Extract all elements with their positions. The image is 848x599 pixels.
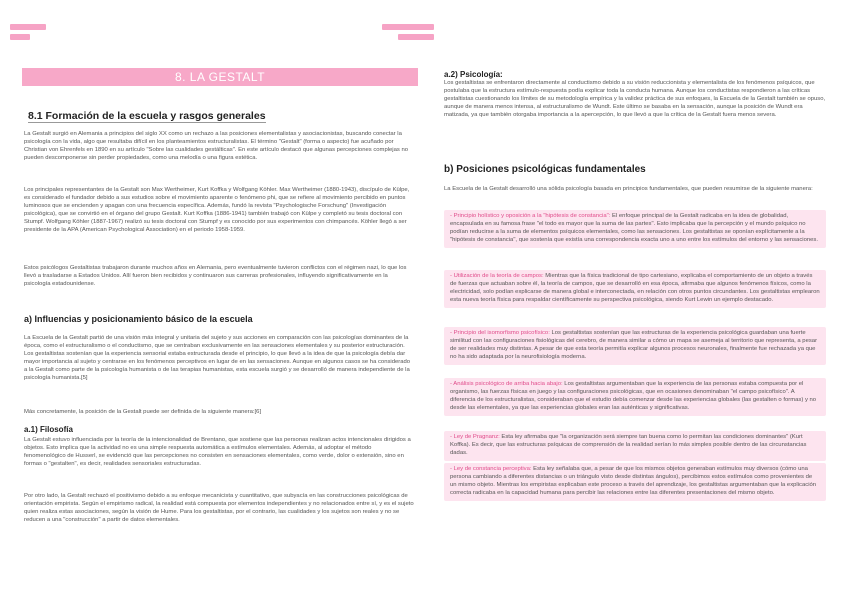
paragraph: La Gestalt estuvo influenciada por la teoría de la intencionalidad de Brentano, que sostiene que las personas realizan actos intencionales dirigidos a objetos. Esto implica que la actividad no es una simple respuesta automática a estímulos elementales. Además, al adoptar el método fenomenológico de Husserl, se evidenció que las percepciones no consisten en sensaciones elementales, como verde, dolor o extensión, sino en formas o "gestalten", es decir, realidades sensoriales estructuradas. (24, 437, 411, 467)
decorative-stripe (10, 34, 30, 40)
chapter-banner: 8. LA GESTALT (22, 68, 418, 86)
principle-key: - Análisis psicológico de arriba hacia abajo: (450, 381, 563, 387)
paragraph: La Escuela de la Gestalt desarrolló una sólida psicología basada en principios fundamentales, que pueden resumirse de la siguiente manera: (444, 186, 813, 192)
section-title (28, 110, 266, 122)
paragraph: Los principales representantes de la Gestalt son Max Wertheimer, Kurt Koffka y Wolfgang Köhler. Max Wertheimer (1880-1943), discípulo de Külpe, es considerado el fundador debido a sus estudios sobre el movimiento aparente o fenómeno phi, que se refiere al movimiento percibido en puntos luminosos que se encienden y apagan con una frecuencia específica. Además, fundó la revista "Psychologische Forschung" (Investigación psicológica), que se convirtió en el órgano del grupo Gestalt. Kurt Koffka (1886-1941) también trabajó con Külpe y completó su tesis doctoral con Stumpf. Wolfgang Köhler (1887-1967) realizó su tesis doctoral con Stumpf y es conocido por sus experimentos con chimpancés. Köhler llegó a ser presidente de la APA (American Psychological Association) en el periodo 1958-1959. (24, 187, 410, 233)
principle-text: Los gestaltistas argumentaban que la experiencia de las personas estaba compuesta por el organismo, las fuerzas físicas en juego y las configuraciones psicológicas, que en ocasiones denominaban "el campo psicofísico". A diferencia de los estructuralistas, consideraban que el estudio debía comenzar desde las experiencias globales (las gestalten o formas) y no desde las elementales, ya que las experiencias globales eran las auténticas y significativas. (450, 381, 817, 411)
principle-box (444, 463, 826, 501)
principle-key: - Principio del isomorfismo psicofísico: (450, 330, 550, 336)
paragraph: La Escuela de la Gestalt partió de una visión más integral y unitaria del sujeto y sus acciones en comparación con las psicologías dominantes de la época, como el estructuralismo o el conductismo, que se centraban exclusivamente en las sensaciones elementales y su posterior estructuración. Los gestaltistas sostenían que la experiencia sensorial estaba estructurada desde el principio, lo que llevó a la idea de que la psicología debía dar mayor importancia al sujeto y centrarse en los fenómenos perceptivos en lugar de en las sensaciones. Aunque en algunos casos se ha considerado a la Gestalt como parte de la psicología humanista o de las terapias humanistas, esta escuela surgió y se desarrolló de manera independiente de la psicología humanista.[5] (24, 335, 411, 381)
decorative-stripe (382, 24, 434, 30)
principle-text: Mientras que la física tradicional de tipo cartesiano, explicaba el comportamiento de un objeto a través de fuerzas que actuaban sobre él, la teoría de campos, que se desarrolló en esa época, afirmaba que algunos fenómenos físicos, como la electricidad, solo podían explicarse de manera global e interconectada, en relación con otros puntos circundantes. Los gestaltistas emplearon esta nueva teoría física para respaldar científicamente su perspectiva psicológica, siendo Kurt Lewin un ejemplo destacado. (450, 273, 820, 303)
principle-box (444, 210, 826, 248)
paragraph: Los gestaltistas se enfrentaron directamente al conductismo debido a su visión reduccionista y elementalista de los fenómenos psíquicos, que postulaba que la estructura estímulo-respuesta podía explicar toda la conducta humana. Aunque los conductistas respondieron a las críticas gestaltistas cuestionando los límites de su metodología empírica y la validez práctica de sus enfoques, la Escuela de la Gestalt también se opuso, aunque de manera menos intensa, al estructuralismo de Wundt. Este último se basaba en la sensación, aunque la posición de Wundt era matizada, ya que también otorgaba importancia a la apercepción, lo que llevó a que la crítica de la Gestalt fuera menos severa. (444, 80, 826, 118)
principle-key: - Utilización de la teoría de campos: (450, 273, 544, 279)
principle-key: - Principio holístico y oposición a la "hipótesis de constancia": (450, 213, 611, 219)
paragraph: Estos psicólogos Gestaltistas trabajaron durante muchos años en Alemania, pero eventualmente tuvieron conflictos con el régimen nazi, lo que los llevó a trasladarse a Estados Unidos. Allí fueron bien recibidos y continuaron sus carreras profesionales, influyendo significativamente en la psicología estadounidense. (24, 265, 407, 287)
section-title-text: 8.1 Formación de la escuela y rasgos generales (28, 110, 266, 122)
decorative-stripe (10, 24, 46, 30)
paragraph: Por otro lado, la Gestalt rechazó el positivismo debido a su enfoque mecanicista y cuantitativo, que subyacía en las construcciones psicológicas de orientación empirista. Según el empirismo radical, la realidad está compuesta por elementos independientes y no relacionados entre sí, y es el sujeto quien realiza estas asociaciones, según la visión de Hume. Para los gestaltistas, por el contrario, las cualidades y los sujetos son reales y no se reducen a una "construcción" a partir de datos elementales. (24, 493, 414, 523)
subheading-a2: a.2) Psicología: (444, 70, 503, 79)
subheading-a1: a.1) Filosofía (24, 425, 73, 434)
section-heading-b: b) Posiciones psicológicas fundamentales (444, 164, 646, 175)
paragraph: La Gestalt surgió en Alemania a principios del siglo XX como un rechazo a las posiciones elementalistas y asociacionistas, buscando conectar la psicología con la vida, algo que resultaba difícil en los planteamientos estructuralistas. El término "Gestalt" (forma o aspecto) fue acuñado por Christian von Ehrenfels en 1890 en su artículo "Sobre las cualidades gestálticas". En este artículo destacó que algunas percepciones complejas no pueden descomponerse sin perder propiedades, como una melodía o una figura estética. (24, 131, 409, 161)
principle-box (444, 431, 826, 461)
principle-box (444, 378, 826, 416)
principle-key: - Ley de constancia perceptiva: (450, 466, 532, 472)
principle-box (444, 270, 826, 308)
principle-text: Esta ley señalaba que, a pesar de que los mismos objetos generaban estímulos muy diversos (cómo una persona cambiando a diferentes distancias o un triángulo visto desde distintas ángulos), percibimos estos estímulos como provenientes de un mismo objeto. Mientras los empiristas explicaban este proceso a través del aprendizaje, los gestaltistas argumentaban que la explicación correcta radicaba en la capacidad humana para percibir las relaciones entre las diferentes presentaciones del mismo objeto. (450, 466, 817, 496)
principle-key: - Ley de Pragnanz: (450, 434, 500, 440)
principle-box (444, 327, 826, 365)
principle-text: Esta ley afirmaba que "la organización será siempre tan buena como lo permitan las condiciones dominantes" (Kurt Koffka). Es decir, que las estructuras psíquicas de comprensión de la realidad serían lo más simples posible dentro de las circunstancias dadas. (450, 434, 807, 456)
paragraph: Más concretamente, la posición de la Gestalt puede ser definida de la siguiente manera:[6] (24, 409, 262, 415)
principle-text: Los gestaltistas sostenían que las estructuras de la experiencia psicológica guardaban una fuerte similitud con las configuraciones fisiológicas del cerebro, de manera similar a cómo un mapa se asemeja al territorio que representa, a pesar de ser realidades muy distintas. A pesar de que esta teoría permitía explicar algunos procesos neuronales, finalmente fue rechazada ya que no ha sido adaptada por la neurofisiología moderna. (450, 330, 818, 360)
section-heading-a: a) Influencias y posicionamiento básico de la escuela (24, 314, 253, 324)
decorative-stripe (398, 34, 434, 40)
principle-text: El enfoque principal de la Gestalt radicaba en la idea de globalidad, encapsulada en su famosa frase "el todo es mayor que la suma de las partes". Esto implicaba que la percepción y el mundo psíquico no podían reducirse a la suma de elementos psíquicos elementales, como las sensaciones. Los gestaltistas se oponían explícitamente a la "hipótesis de constancia", que sostenía que existía una correspondencia exacta uno a uno entre los estímulos del entorno y las sensaciones. (450, 213, 818, 243)
